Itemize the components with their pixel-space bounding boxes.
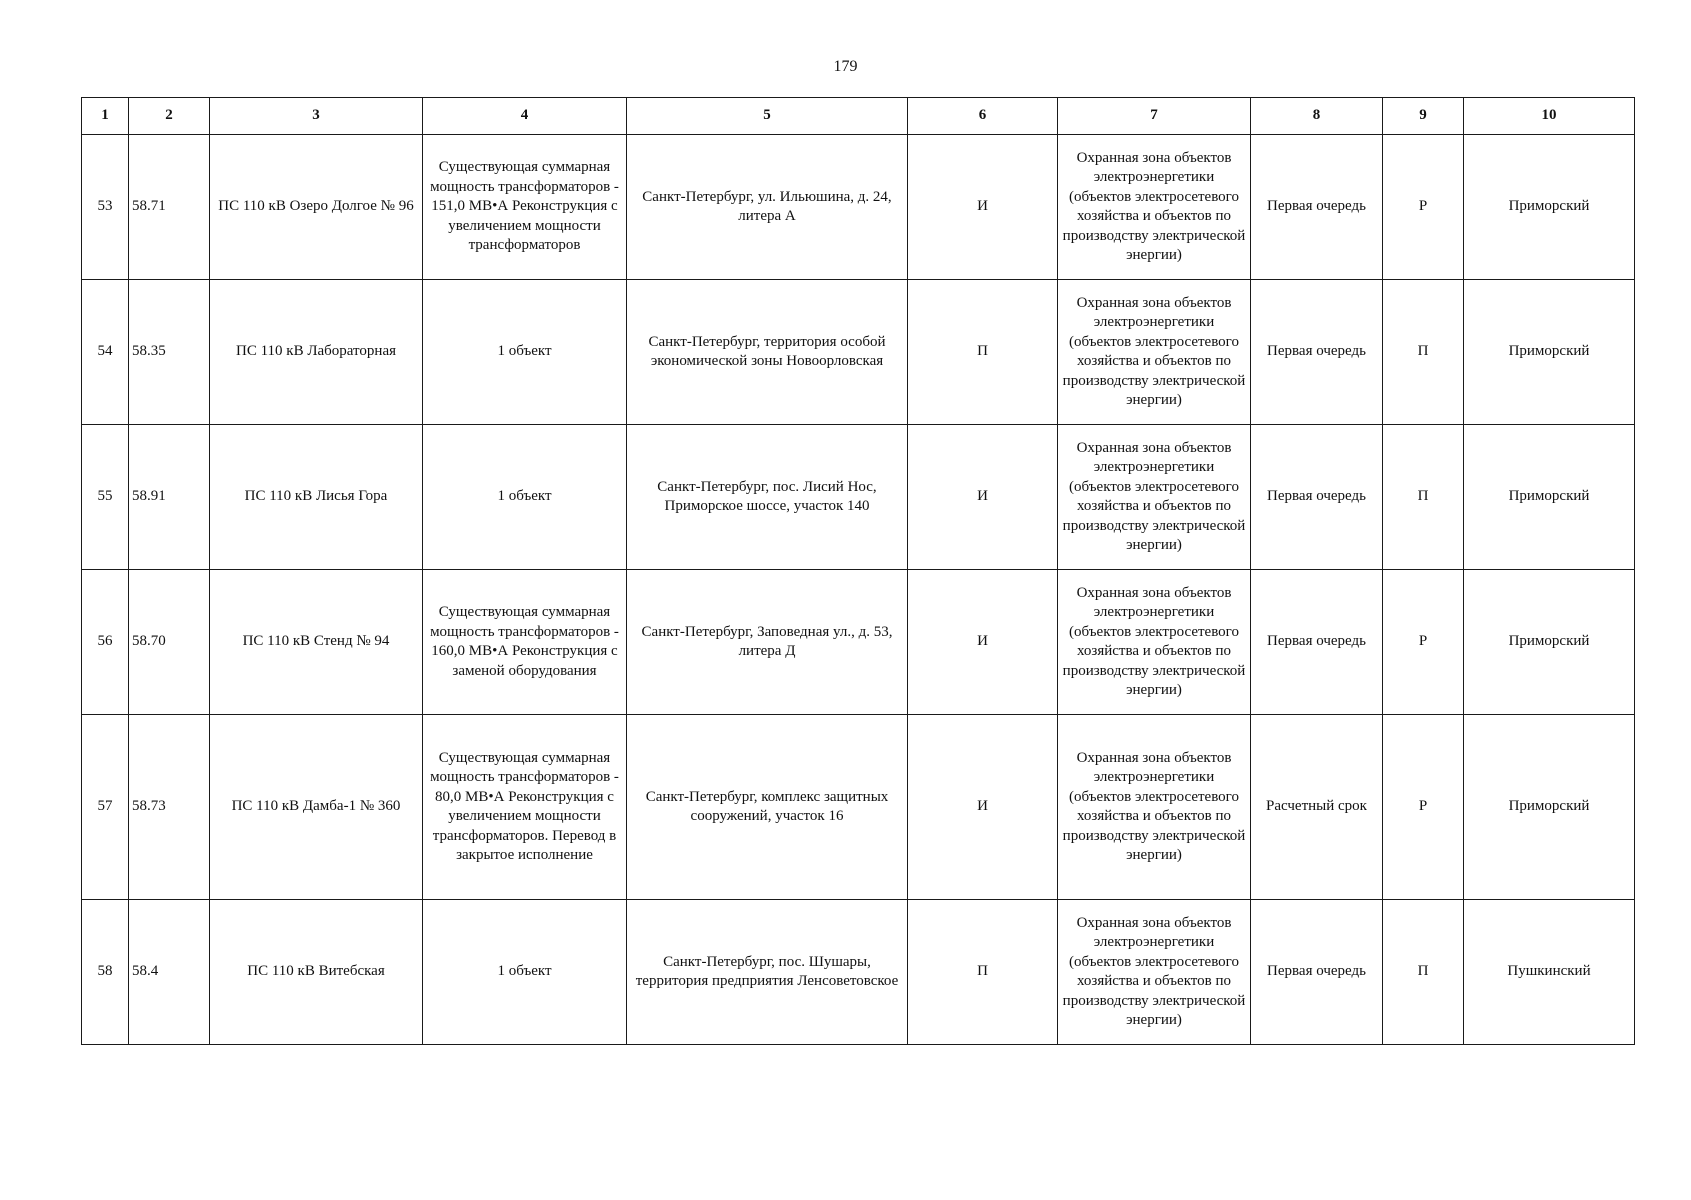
object-location: Санкт-Петербург, комплекс защитных сооружений, участок 16 (627, 715, 908, 900)
page-number: 179 (833, 58, 858, 75)
object-name: ПС 110 кВ Озеро Долгое № 96 (210, 135, 423, 280)
object-location: Санкт-Петербург, ул. Ильюшина, д. 24, литера А (627, 135, 908, 280)
significance: П (1383, 900, 1464, 1045)
object-characteristics: Существующая суммарная мощность трансформаторов - 80,0 МВ•А Реконструкция с увеличением мощности трансформаторов. Перевод в закрытое исполнение (423, 715, 627, 900)
restriction-zone: Охранная зона объектов электроэнергетики (объектов электросетевого хозяйства и объектов по производству электрической энергии) (1058, 900, 1251, 1045)
district: Приморский (1464, 425, 1635, 570)
object-characteristics: Существующая суммарная мощность трансформаторов - 151,0 МВ•А Реконструкция с увеличением мощности трансформаторов (423, 135, 627, 280)
object-characteristics: Существующая суммарная мощность трансформаторов - 160,0 МВ•А Реконструкция с заменой оборудования (423, 570, 627, 715)
object-status: И (908, 135, 1058, 280)
object-code: 58.70 (129, 570, 210, 715)
object-name: ПС 110 кВ Лабораторная (210, 280, 423, 425)
object-name: ПС 110 кВ Витебская (210, 900, 423, 1045)
object-name: ПС 110 кВ Дамба-1 № 360 (210, 715, 423, 900)
column-header-9: 9 (1383, 98, 1464, 135)
restriction-zone: Охранная зона объектов электроэнергетики (объектов электросетевого хозяйства и объектов по производству электрической энергии) (1058, 715, 1251, 900)
row-number: 54 (82, 280, 129, 425)
table-row (82, 425, 1635, 570)
significance: Р (1383, 570, 1464, 715)
district: Пушкинский (1464, 900, 1635, 1045)
implementation-stage: Первая очередь (1251, 425, 1383, 570)
object-location: Санкт-Петербург, пос. Лисий Нос, Приморское шоссе, участок 140 (627, 425, 908, 570)
object-status: И (908, 570, 1058, 715)
object-status: П (908, 900, 1058, 1045)
restriction-zone: Охранная зона объектов электроэнергетики (объектов электросетевого хозяйства и объектов по производству электрической энергии) (1058, 425, 1251, 570)
object-code: 58.73 (129, 715, 210, 900)
district: Приморский (1464, 570, 1635, 715)
object-code: 58.91 (129, 425, 210, 570)
column-header-4: 4 (423, 98, 627, 135)
implementation-stage: Первая очередь (1251, 280, 1383, 425)
restriction-zone: Охранная зона объектов электроэнергетики (объектов электросетевого хозяйства и объектов по производству электрической энергии) (1058, 570, 1251, 715)
object-name: ПС 110 кВ Стенд № 94 (210, 570, 423, 715)
table-row (82, 280, 1635, 425)
significance: Р (1383, 135, 1464, 280)
implementation-stage: Расчетный срок (1251, 715, 1383, 900)
column-header-1: 1 (82, 98, 129, 135)
row-number: 56 (82, 570, 129, 715)
object-location: Санкт-Петербург, территория особой экономической зоны Новоорловская (627, 280, 908, 425)
object-code: 58.4 (129, 900, 210, 1045)
object-code: 58.35 (129, 280, 210, 425)
implementation-stage: Первая очередь (1251, 135, 1383, 280)
row-number: 55 (82, 425, 129, 570)
object-characteristics: 1 объект (423, 280, 627, 425)
column-header-10: 10 (1464, 98, 1635, 135)
table-row (82, 715, 1635, 900)
table-row (82, 900, 1635, 1045)
table-row (82, 570, 1635, 715)
implementation-stage: Первая очередь (1251, 900, 1383, 1045)
restriction-zone: Охранная зона объектов электроэнергетики (объектов электросетевого хозяйства и объектов по производству электрической энергии) (1058, 280, 1251, 425)
implementation-stage: Первая очередь (1251, 570, 1383, 715)
district: Приморский (1464, 280, 1635, 425)
column-header-3: 3 (210, 98, 423, 135)
column-header-5: 5 (627, 98, 908, 135)
object-status: И (908, 425, 1058, 570)
row-number: 53 (82, 135, 129, 280)
header-row (82, 98, 1635, 135)
object-status: П (908, 280, 1058, 425)
facilities-table (81, 97, 1635, 1045)
table-row (82, 135, 1635, 280)
object-characteristics: 1 объект (423, 425, 627, 570)
district: Приморский (1464, 135, 1635, 280)
object-characteristics: 1 объект (423, 900, 627, 1045)
significance: П (1383, 280, 1464, 425)
object-status: И (908, 715, 1058, 900)
significance: Р (1383, 715, 1464, 900)
row-number: 57 (82, 715, 129, 900)
restriction-zone: Охранная зона объектов электроэнергетики (объектов электросетевого хозяйства и объектов по производству электрической энергии) (1058, 135, 1251, 280)
significance: П (1383, 425, 1464, 570)
column-header-2: 2 (129, 98, 210, 135)
object-code: 58.71 (129, 135, 210, 280)
row-number: 58 (82, 900, 129, 1045)
column-header-7: 7 (1058, 98, 1251, 135)
object-location: Санкт-Петербург, Заповедная ул., д. 53, литера Д (627, 570, 908, 715)
district: Приморский (1464, 715, 1635, 900)
object-location: Санкт-Петербург, пос. Шушары, территория предприятия Ленсоветовское (627, 900, 908, 1045)
column-header-8: 8 (1251, 98, 1383, 135)
column-header-6: 6 (908, 98, 1058, 135)
object-name: ПС 110 кВ Лисья Гора (210, 425, 423, 570)
